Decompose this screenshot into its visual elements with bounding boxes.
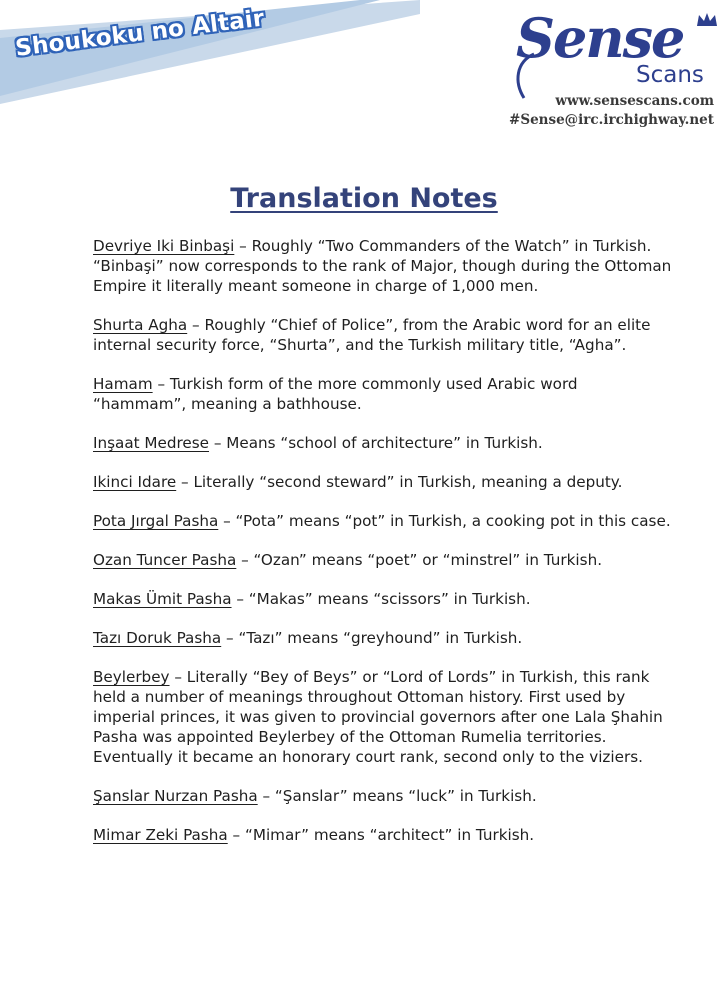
note-term: Ikinci Idare — [93, 473, 177, 491]
brand-name: Sense — [516, 6, 684, 70]
series-title: Shoukoku no Altair — [14, 5, 266, 62]
note-term: Beylerbey — [93, 668, 170, 686]
note-text: – “Makas” means “scissors” in Turkish. — [231, 590, 531, 608]
scanlator-logo — [509, 6, 722, 128]
website-link[interactable]: www.sensescans.com — [555, 93, 714, 109]
crown-icon — [696, 12, 718, 28]
note-item — [93, 374, 673, 414]
note-item — [93, 511, 673, 531]
note-term: Shurta Agha — [93, 316, 188, 334]
note-item — [93, 786, 673, 806]
note-text: – “Şanslar” means “luck” in Turkish. — [257, 787, 537, 805]
note-text: – “Ozan” means “poet” or “minstrel” in Turkish. — [236, 551, 603, 569]
note-term: Ozan Tuncer Pasha — [93, 551, 237, 569]
note-item — [93, 315, 673, 355]
note-text: – Roughly “Two Commanders of the Watch” in Turkish. “Binbaşi” now corresponds to the rank of Major, though during the Ottoman Empire it literally meant someone in charge of 1,000 men. — [93, 237, 672, 295]
note-item — [93, 628, 673, 648]
note-text: – “Mimar” means “architect” in Turkish. — [227, 826, 535, 844]
note-term: Tazı Doruk Pasha — [93, 629, 222, 647]
note-term: Hamam — [93, 375, 153, 393]
note-text: – “Tazı” means “greyhound” in Turkish. — [221, 629, 523, 647]
note-text: – “Pota” means “pot” in Turkish, a cooking pot in this case. — [218, 512, 671, 530]
note-text: – Literally “second steward” in Turkish, meaning a deputy. — [176, 473, 623, 491]
note-term: Inşaat Medrese — [93, 434, 210, 452]
note-item — [93, 667, 673, 767]
note-text: – Turkish form of the more commonly used Arabic word “hammam”, meaning a bathhouse. — [93, 375, 578, 413]
note-item — [93, 433, 673, 453]
note-text: – Literally “Bey of Beys” or “Lord of Lords” in Turkish, this rank held a number of meanings throughout Ottoman history. First used by imperial princes, it was given to provincial governors after one Lala Şhahin Pasha was appointed Beylerbey of the Ottoman Rumelia territories. Eventually it became an honorary court rank, second only to the viziers. — [93, 668, 663, 766]
notes-list — [93, 236, 673, 864]
brand-sub: Scans — [636, 62, 704, 88]
note-item — [93, 825, 673, 845]
note-text: – Means “school of architecture” in Turkish. — [209, 434, 543, 452]
note-term: Devriye Iki Binbaşi — [93, 237, 235, 255]
note-item — [93, 472, 673, 492]
note-term: Mimar Zeki Pasha — [93, 826, 228, 844]
note-term: Şanslar Nurzan Pasha — [93, 787, 258, 805]
page-title: Translation Notes — [230, 183, 498, 214]
note-text: – Roughly “Chief of Police”, from the Arabic word for an elite internal security force, “Shurta”, and the Turkish military title, “Agha”. — [93, 316, 651, 354]
note-term: Makas Ümit Pasha — [93, 590, 232, 608]
note-item — [93, 550, 673, 570]
note-item — [93, 589, 673, 609]
note-term: Pota Jırgal Pasha — [93, 512, 219, 530]
irc-channel: #Sense@irc.irchighway.net — [509, 112, 714, 128]
note-item — [93, 236, 673, 296]
